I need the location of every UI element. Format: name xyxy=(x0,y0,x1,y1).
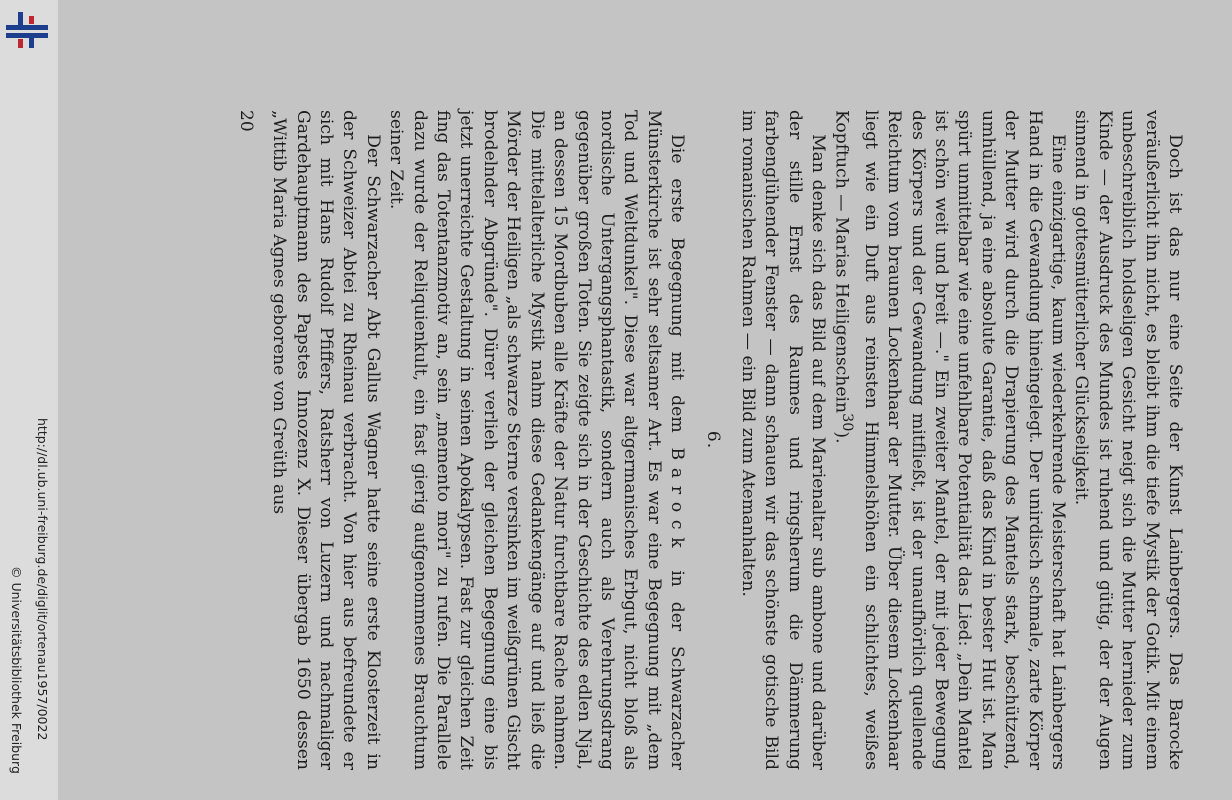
page-number: 20 xyxy=(235,110,256,132)
paragraph-2-text: Eine einzigartige, kaum wiederkehrende Meisterschaft hat Lainbergers Hand in die Gewandung hineingelegt. Der unirdisch schmale, zarte Körper der Mutter wird durch die Drapierung des Mantels stark, beschützend, umhüllend, ja eine absolute Garantie, daß das Kind in bester Hut ist. Man spürt unmittelbar wie eine unfehlbare Potentialität das Lied: „Dein Mantel ist schön weit und breit —." Ein zweiter Mantel, der mit jeder Bewegung des Körpers und der Gewandung mitfließt, ist der unaufhörlich quellende Reichtum vom braunen Lockenhaar der Mutter. Über diesem Lockenhaar liegt wie ein Duft aus reinsten Himmelshöhen ein schlichtes, weißes Kopftuch — Marias Heiligenschein xyxy=(831,110,1068,770)
copyright-notice: © Universitätsbibliothek Freiburg xyxy=(9,566,24,774)
paragraph-2-end: ). xyxy=(831,431,852,444)
paragraph-5: Der Schwarzacher Abt Gallus Wagner hatte seine erste Klosterzeit in der Schweizer Abtei zu Rheinau verbracht. Von hier aus befreundete er sich mit Hans Rudolf Pfiffers, Ratsherr von Luzern und nachmaliger Gardehauptmann des Papstes Innozenz X. Dieser übergab 1650 dessen „Wittib Maria Agnes geborene von Greüth aus xyxy=(269,110,383,770)
paragraph-4-start: Die erste Begegnung mit dem xyxy=(667,134,688,433)
page-text-block xyxy=(166,110,1186,770)
paragraph-2 xyxy=(829,110,1069,770)
library-logo-icon xyxy=(6,12,48,50)
paragraph-4 xyxy=(384,110,688,770)
sidebar xyxy=(0,0,58,800)
document-url[interactable]: http://dl.ub.uni-freiburg.de/diglit/ortenau1957/0022 xyxy=(35,418,50,741)
section-number: 6. xyxy=(702,430,723,450)
emphasized-term: Barock xyxy=(667,447,688,556)
footnote-ref: 30 xyxy=(839,413,856,432)
paragraph-1: Doch ist das nur eine Seite der Kunst Lainbergers. Das Barocke veräußerlicht ihn nicht, es bleibt ihm die tiefe Mystik der Gotik. Mit einem unbeschreiblich holdseligen Gesicht neigt sich die Mutter hernieder zum Kinde — der Ausdruck des Mundes ist ruhend und gütig, der der Augen sinnend in gottesmütterlicher Glückseligkeit. xyxy=(1071,110,1185,770)
paragraph-3: Man denke sich das Bild auf dem Marienaltar sub ambone und darüber der stille Ernst des Raumes und ringsherum die Dämmerung farbenglühender Fenster — dann schauen wir das schönste gotische Bild im romanischen Rahmen — ein Bild zum Atemanhalten. xyxy=(737,110,829,770)
scanned-page xyxy=(58,0,1232,800)
paragraph-4-rest: in der Schwarzacher Münsterkirche ist sehr seltsamer Art. Es war eine Begegnung mit „dem Tod und Weltdunkel". Diese war altgermanisches Erbgut, nicht bloß als nordische Untergangsphantastik, sondern auch als Verehrungsdrang gegenüber großen Toten. Sie zeigte sich in der Geschichte des edlen Njal, an dessen 15 Mordbuben alle Kräfte der Natur furchtbare Rache nahmen. Die mittelalterliche Mystik nahm diese Gedankengänge auf und ließ die Mörder der Heiligen „als schwarze Sterne versinken im weißgrünen Gischt brodelnder Abgründe". Dürer verlieh der gleichen Begegnung eine bis jetzt unerreichte Gestaltung in seinen Apokalypsen. Fast zur gleichen Zeit fing das Totentanzmotiv an, sein „memento mori" zu rufen. Die Parallele dazu wurde der Reliquienkult, ein fast gierig aufgenommenes Brauchtum seiner Zeit. xyxy=(386,110,688,771)
